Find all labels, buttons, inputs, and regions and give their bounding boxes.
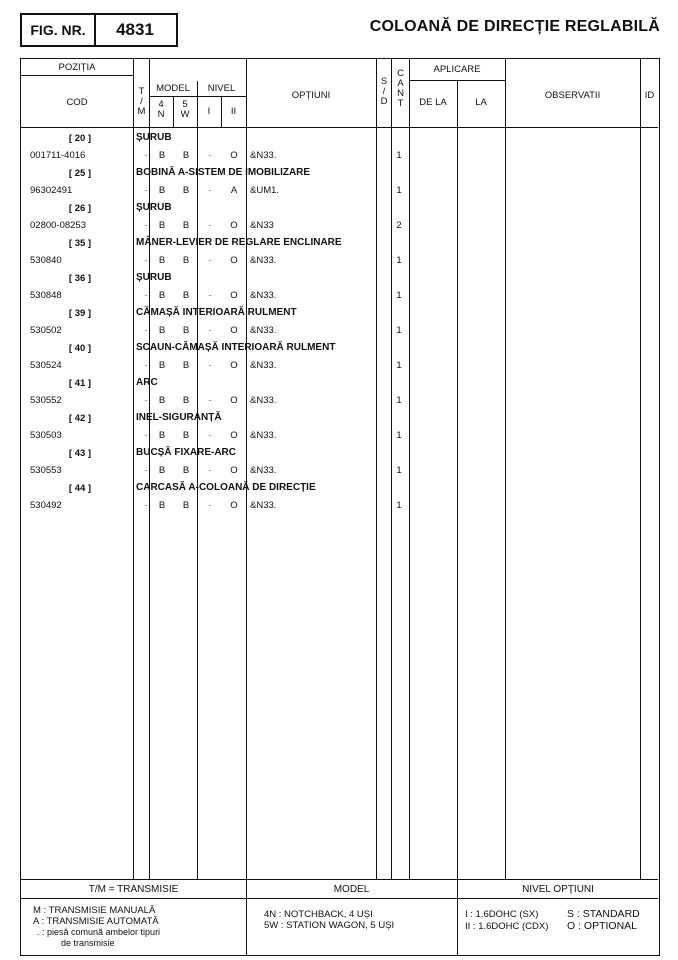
part-code: 530503 [30, 430, 62, 441]
col-model-4n: 4 N [157, 99, 165, 120]
nivel-ii-value: O [230, 150, 238, 161]
legend-tm-title: T/M = TRANSMISIE [88, 884, 179, 895]
position-number: [ 40 ] [68, 343, 92, 354]
nivel-ii-value: O [230, 395, 238, 406]
option-code: &N33. [250, 430, 277, 441]
col-sd: S / D [380, 76, 388, 107]
quantity: 1 [396, 325, 402, 336]
nivel-i-value: . [208, 463, 212, 474]
part-name: CARCASĂ A-COLOANĂ DE DIRECȚIE [136, 482, 316, 493]
model-5w-value: B [182, 185, 190, 196]
quantity: 1 [396, 360, 402, 371]
part-code: 530524 [30, 360, 62, 371]
col-line [457, 80, 458, 879]
row-tick [246, 287, 247, 305]
model-4n-value: B [158, 255, 166, 266]
part-name: ȘURUB [136, 202, 172, 213]
col-optiuni: OPȚIUNI [291, 90, 331, 101]
legend-optional: O : OPTIONAL [567, 920, 638, 932]
option-code: &N33. [250, 255, 277, 266]
col-cod: COD [66, 97, 88, 108]
fig-label: FIG. NR. [22, 15, 96, 45]
page-title: COLOANĂ DE DIRECȚIE REGLABILĂ [369, 18, 660, 35]
part-name: BUCȘĂ FIXARE-ARC [136, 447, 236, 458]
model-5w-value: B [182, 500, 190, 511]
row-tick [149, 287, 150, 305]
nivel-ii-value: O [230, 325, 238, 336]
nivel-i-value: . [208, 428, 212, 439]
model-5w-value: B [182, 150, 190, 161]
row-tick [197, 182, 198, 200]
row-tick [246, 497, 247, 515]
model-4n-value: B [158, 185, 166, 196]
legend-nivel-line: I : 1.6DOHC (SX) [465, 909, 539, 920]
legend-model-line: 4N : NOTCHBACK, 4 UȘI [264, 909, 373, 920]
col-la: LA [475, 97, 487, 108]
part-name: INEL-SIGURANȚĂ [136, 412, 222, 423]
row-tick [246, 462, 247, 480]
part-name: SCAUN-CĂMAȘĂ INTERIOARĂ RULMENT [136, 342, 336, 353]
option-code: &N33. [250, 500, 277, 511]
row-tick [149, 462, 150, 480]
row-tick [197, 252, 198, 270]
position-number: [ 26 ] [68, 203, 92, 214]
col-cant: C A N T [397, 68, 404, 109]
tm-value: . [144, 393, 148, 404]
nivel-i-value: . [208, 498, 212, 509]
tm-value: . [144, 323, 148, 334]
row-tick [149, 322, 150, 340]
col-line [640, 59, 641, 879]
legend-nivel-line: II : 1.6DOHC (CDX) [465, 921, 549, 932]
row-tick [246, 392, 247, 410]
col-line [505, 59, 506, 879]
nivel-ii-value: O [230, 430, 238, 441]
model-5w-value: B [182, 255, 190, 266]
col-de-la: DE LA [419, 97, 447, 108]
row-tick [197, 392, 198, 410]
col-nivel-ii: II [230, 106, 237, 117]
footer-divider [21, 879, 658, 880]
model-5w-value: B [182, 290, 190, 301]
tm-value: . [144, 148, 148, 159]
row-tick [197, 147, 198, 165]
nivel-ii-value: O [230, 290, 238, 301]
nivel-ii-value: O [230, 220, 238, 231]
row-tick [246, 252, 247, 270]
position-number: [ 35 ] [68, 238, 92, 249]
position-number: [ 39 ] [68, 308, 92, 319]
row-tick [149, 182, 150, 200]
row-tick [197, 322, 198, 340]
row-tick [149, 357, 150, 375]
col-line [133, 59, 134, 879]
option-code: &N33. [250, 325, 277, 336]
col-nivel: NIVEL [207, 83, 236, 94]
row-tick [246, 217, 247, 235]
col-pozitia: POZIȚIA [58, 62, 96, 73]
quantity: 1 [396, 255, 402, 266]
quantity: 1 [396, 500, 402, 511]
position-number: [ 43 ] [68, 448, 92, 459]
part-code: 530553 [30, 465, 62, 476]
legend-model-line: 5W : STATION WAGON, 5 UȘI [264, 920, 395, 931]
model-4n-value: B [158, 360, 166, 371]
row-tick [197, 497, 198, 515]
model-4n-value: B [158, 220, 166, 231]
nivel-i-value: . [208, 358, 212, 369]
nivel-ii-value: O [230, 255, 238, 266]
position-number: [ 36 ] [68, 273, 92, 284]
row-tick [197, 217, 198, 235]
nivel-ii-value: O [230, 360, 238, 371]
model-5w-value: B [182, 360, 190, 371]
tm-value: . [144, 428, 148, 439]
row-tick [197, 287, 198, 305]
nivel-ii-value: A [230, 185, 238, 196]
nivel-i-value: . [208, 323, 212, 334]
footer-title-divider [21, 898, 658, 899]
option-code: &N33 [250, 220, 274, 231]
model-5w-value: B [182, 430, 190, 441]
option-code: &N33. [250, 465, 277, 476]
row-tick [149, 217, 150, 235]
nivel-i-value: . [208, 183, 212, 194]
part-code: 530492 [30, 500, 62, 511]
quantity: 1 [396, 430, 402, 441]
option-code: &N33. [250, 360, 277, 371]
row-tick [246, 357, 247, 375]
model-5w-value: B [182, 220, 190, 231]
position-number: [ 20 ] [68, 133, 92, 144]
part-code: 02800-08253 [30, 220, 86, 231]
quantity: 1 [396, 150, 402, 161]
legend-tm-line: A : TRANSMISIE AUTOMATĂ [33, 916, 159, 927]
pozitia-divider [21, 75, 133, 76]
col-aplicare: APLICARE [433, 64, 481, 75]
nivel-i-value: . [208, 393, 212, 404]
part-name: CĂMAȘĂ INTERIOARĂ RULMENT [136, 307, 297, 318]
legend-tm-line: . : piesă comună ambelor tipuri [37, 927, 161, 937]
row-tick [149, 497, 150, 515]
col-nivel-i: I [207, 106, 211, 117]
col-observatii: OBSERVATII [544, 90, 601, 101]
tm-value: . [144, 498, 148, 509]
row-tick [246, 322, 247, 340]
row-tick [197, 462, 198, 480]
fig-number: 4831 [116, 20, 154, 39]
col-tm: T / M [137, 86, 146, 117]
row-tick [246, 147, 247, 165]
row-tick [246, 182, 247, 200]
quantity: 1 [396, 465, 402, 476]
nivel-ii-value: O [230, 465, 238, 476]
model-5w-value: B [182, 325, 190, 336]
col-model-5w: 5 W [180, 99, 190, 120]
option-code: &N33. [250, 150, 277, 161]
tm-value: . [144, 463, 148, 474]
row-tick [149, 252, 150, 270]
nivel-ii-value: O [230, 500, 238, 511]
nivel-i-value: . [208, 253, 212, 264]
part-code: 001711-4016 [30, 150, 86, 161]
model-4n-value: B [158, 290, 166, 301]
legend-standard: S : STANDARD [567, 908, 640, 920]
model-4n-value: B [158, 395, 166, 406]
part-code: 530552 [30, 395, 62, 406]
col-line [197, 81, 198, 879]
position-number: [ 25 ] [68, 168, 92, 179]
tm-value: . [144, 288, 148, 299]
option-code: &N33. [250, 290, 277, 301]
legend-tm-line: de transmisie [61, 938, 115, 948]
model-4n-value: B [158, 325, 166, 336]
quantity: 1 [396, 395, 402, 406]
row-tick [197, 357, 198, 375]
quantity: 2 [396, 220, 402, 231]
legend-model-title: MODEL [333, 884, 370, 895]
model-4n-value: B [158, 500, 166, 511]
tm-value: . [144, 358, 148, 369]
nivel-i-value: . [208, 218, 212, 229]
position-number: [ 44 ] [68, 483, 92, 494]
quantity: 1 [396, 290, 402, 301]
option-code: &N33. [250, 395, 277, 406]
part-code: 530502 [30, 325, 62, 336]
nivel-i-value: . [208, 148, 212, 159]
position-number: [ 41 ] [68, 378, 92, 389]
part-code: 530848 [30, 290, 62, 301]
model-4n-value: B [158, 150, 166, 161]
header-divider [21, 127, 658, 128]
part-name: ARC [136, 377, 158, 388]
tm-value: . [144, 183, 148, 194]
col-line [409, 59, 410, 879]
part-name: MÂNER-LEVIER DE REGLARE ENCLINARE [136, 237, 342, 248]
option-code: &UM1. [250, 185, 280, 196]
part-code: 530840 [30, 255, 62, 266]
legend-nivel-title: NIVEL OPȚIUNI [522, 884, 594, 895]
model-5w-value: B [182, 465, 190, 476]
quantity: 1 [396, 185, 402, 196]
tm-value: . [144, 253, 148, 264]
part-name: BOBINĂ A-SISTEM DE IMOBILIZARE [136, 167, 311, 178]
model-4n-value: B [158, 465, 166, 476]
tm-value: . [144, 218, 148, 229]
figure-number-box [20, 13, 178, 47]
nivel-i-value: . [208, 288, 212, 299]
position-number: [ 42 ] [68, 413, 92, 424]
row-tick [149, 392, 150, 410]
col-line [376, 59, 377, 879]
part-name: ȘURUB [136, 132, 172, 143]
part-code: 96302491 [30, 185, 73, 196]
row-tick [149, 147, 150, 165]
col-model: MODEL [156, 83, 190, 94]
parts-table [20, 58, 660, 956]
legend-tm-line: M : TRANSMISIE MANUALĂ [33, 905, 156, 916]
row-tick [149, 427, 150, 445]
col-id: ID [644, 90, 655, 101]
model-5w-value: B [182, 395, 190, 406]
model-4n-value: B [158, 430, 166, 441]
row-tick [197, 427, 198, 445]
row-tick [246, 427, 247, 445]
part-name: ȘURUB [136, 272, 172, 283]
